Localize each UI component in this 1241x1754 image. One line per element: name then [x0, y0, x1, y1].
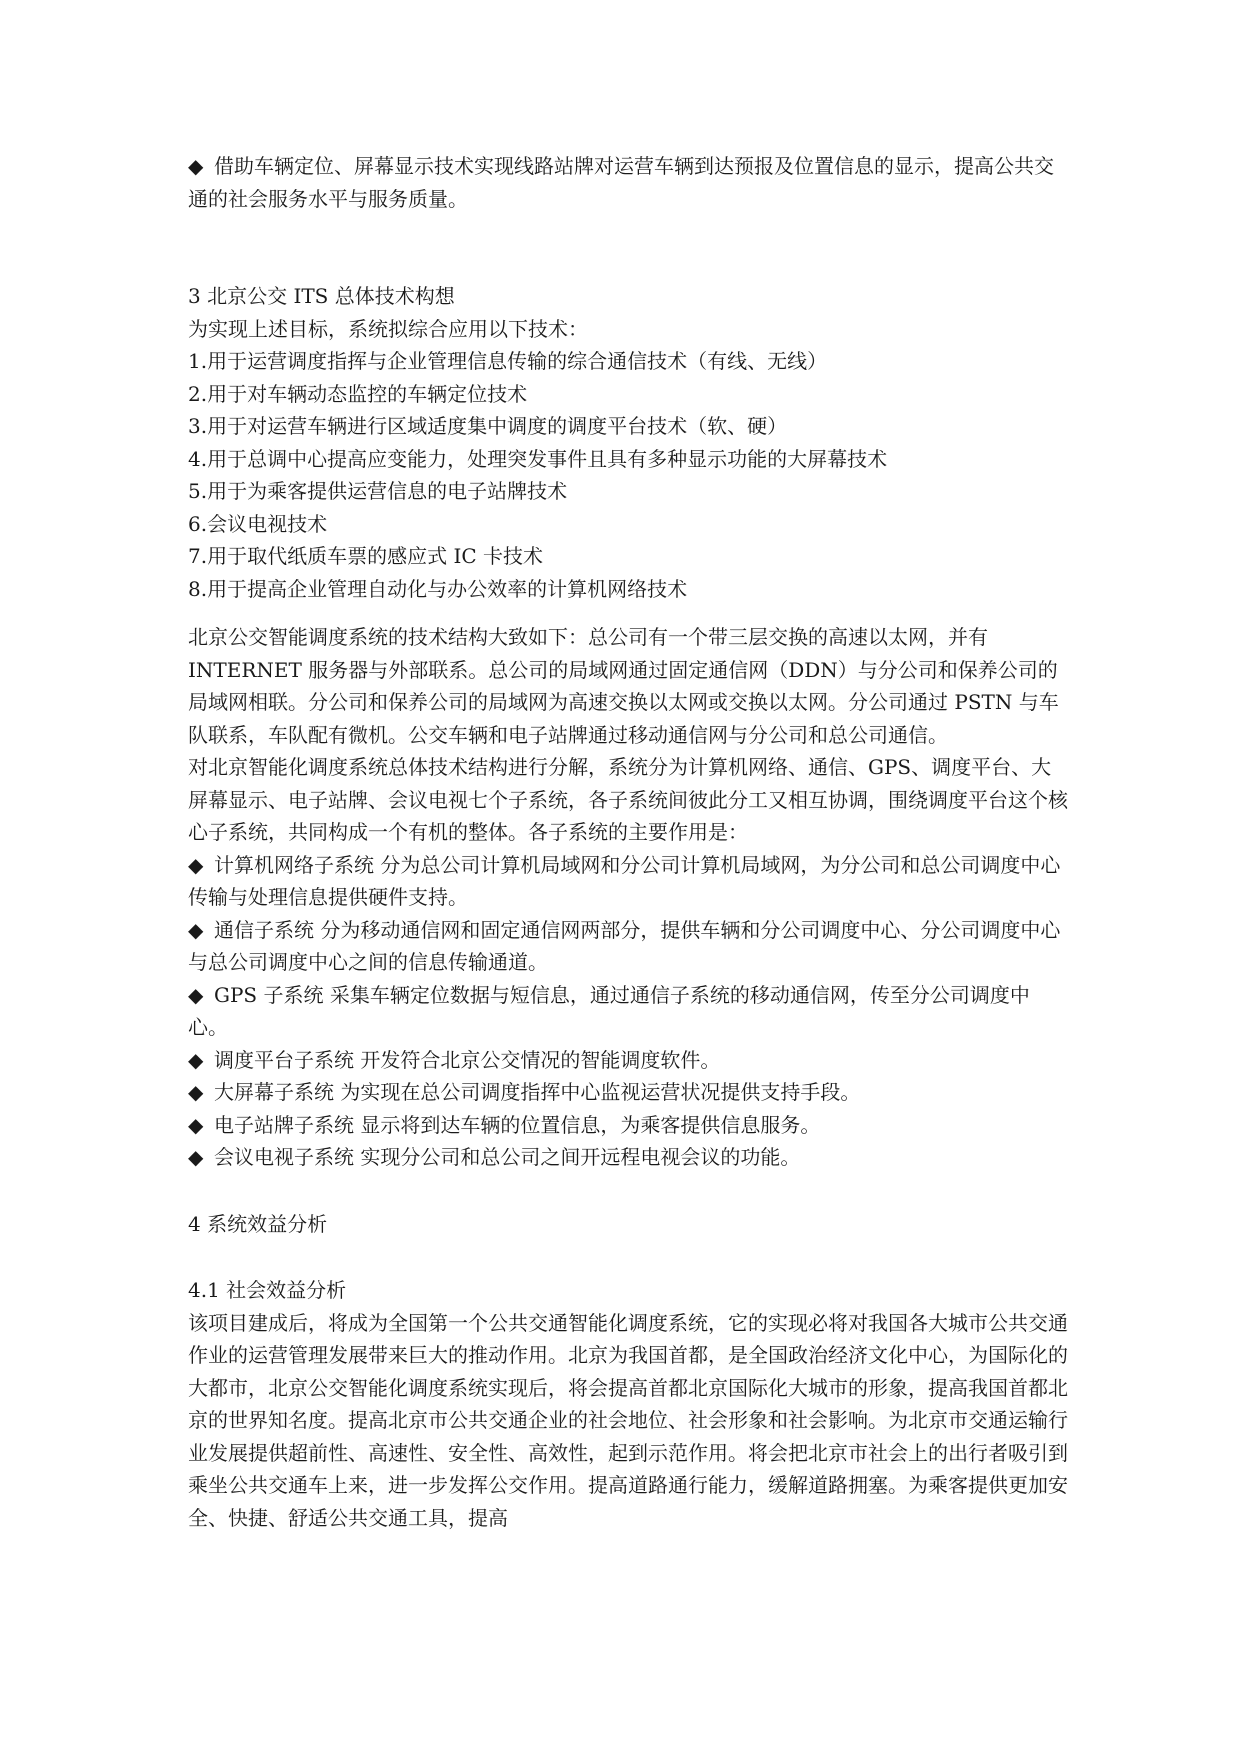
architecture-paragraph: 北京公交智能调度系统的技术结构大致如下：总公司有一个带三层交换的高速以太网，并有 INTERNET 服务器与外部联系。总公司的局域网通过固定通信网（DDN）与分公司和保养公司的局域网相联。分公司和保养公司的局域网为高速交换以太网或交换以太网。分公司通过 PSTN 与车队联系，车队配有微机。公交车辆和电子站牌通过移动通信网与分公司和总公司通信。: [188, 625, 1059, 747]
diamond-bullet-icon: ◆: [188, 1112, 204, 1137]
subsystem-item: ◆ 大屏幕子系统 为实现在总公司调度指挥中心监视运营状况提供支持手段。: [188, 1076, 1068, 1109]
diamond-bullet-icon: ◆: [188, 1145, 204, 1169]
section4-heading: 4 系统效益分析: [188, 1211, 328, 1236]
spacer: [188, 1174, 1068, 1208]
document-page: [188, 150, 1068, 1534]
list-item: 6.会议电视技术: [188, 511, 328, 536]
list-item: 7.用于取代纸质车票的感应式 IC 卡技术: [188, 544, 543, 568]
list-item: 4.用于总调中心提高应变能力，处理突发事件且具有多种显示功能的大屏幕技术: [188, 446, 888, 471]
diamond-bullet-icon: ◆: [188, 1080, 204, 1104]
section3-lead: 为实现上述目标，系统拟综合应用以下技术：: [188, 316, 588, 341]
subsystem-item: ◆ 通信子系统 分为移动通信网和固定通信网两部分，提供车辆和分公司调度中心、分公司调度中心与总公司调度中心之间的信息传输通道。: [188, 914, 1068, 979]
list-item: 8.用于提高企业管理自动化与办公效率的计算机网络技术: [188, 576, 688, 601]
intro-bullet-paragraph: [188, 150, 1068, 215]
subsystem-item: ◆ 计算机网络子系统 分为总公司计算机局域网和分公司计算机局域网，为分公司和总公司调度中心传输与处理信息提供硬件支持。: [188, 849, 1068, 914]
subsystem-item: ◆ 调度平台子系统 开发符合北京公交情况的智能调度软件。: [188, 1044, 1068, 1077]
diamond-bullet-icon: ◆: [188, 852, 204, 877]
spacer: [188, 215, 1068, 280]
list-item: 1.用于运营调度指挥与企业管理信息传输的综合通信技术（有线、无线）: [188, 349, 828, 373]
subsystem-item: ◆ 会议电视子系统 实现分公司和总公司之间开远程电视会议的功能。: [188, 1141, 1068, 1174]
spacer: [188, 1240, 1068, 1274]
diamond-bullet-icon: ◆: [188, 982, 204, 1007]
diamond-bullet-icon: ◆: [188, 1047, 204, 1072]
spacer: [188, 605, 1068, 621]
subsystem-item: ◆ 电子站牌子系统 显示将到达车辆的位置信息，为乘客提供信息服务。: [188, 1109, 1068, 1142]
list-item: 2.用于对车辆动态监控的车辆定位技术: [188, 381, 528, 406]
diamond-bullet-icon: ◆: [188, 154, 204, 178]
decomposition-paragraph: 对北京智能化调度系统总体技术结构进行分解，系统分为计算机网络、通信、GPS、调度平台、大屏幕显示、电子站牌、会议电视七个子系统，各子系统间彼此分工又相互协调，围绕调度平台这个核心子系统，共同构成一个有机的整体。各子系统的主要作用是：: [188, 755, 1068, 844]
technology-list: [188, 345, 1068, 605]
subsystem-list: [188, 849, 1068, 1174]
list-item: 5.用于为乘客提供运营信息的电子站牌技术: [188, 479, 568, 503]
list-item: 3.用于对运营车辆进行区域适度集中调度的调度平台技术（软、硬）: [188, 414, 788, 438]
section3-heading: 3 北京公交 ITS 总体技术构想: [188, 284, 455, 308]
diamond-bullet-icon: ◆: [188, 917, 204, 942]
section4-1-heading: 4.1 社会效益分析: [188, 1278, 347, 1302]
subsystem-item: ◆ GPS 子系统 采集车辆定位数据与短信息，通过通信子系统的移动通信网，传至分公司调度中心。: [188, 979, 1068, 1044]
intro-bullet-text: 借助车辆定位、屏幕显示技术实现线路站牌对运营车辆到达预报及位置信息的显示，提高公共交通的社会服务水平与服务质量。: [188, 154, 1054, 211]
social-benefit-paragraph: 该项目建成后，将成为全国第一个公共交通智能化调度系统，它的实现必将对我国各大城市公共交通作业的运营管理发展带来巨大的推动作用。北京为我国首都，是全国政治经济文化中心，为国际化的大都市，北京公交智能化调度系统实现后，将会提高首都北京国际化大城市的形象，提高我国首都北京的世界知名度。提高北京市公共交通企业的社会地位、社会形象和社会影响。为北京市交通运输行业发展提供超前性、高速性、安全性、高效性，起到示范作用。将会把北京市社会上的出行者吸引到乘坐公共交通车上来，进一步发挥公交作用。提高道路通行能力，缓解道路拥塞。为乘客提供更加安全、快捷、舒适公共交通工具，提高: [188, 1310, 1068, 1530]
